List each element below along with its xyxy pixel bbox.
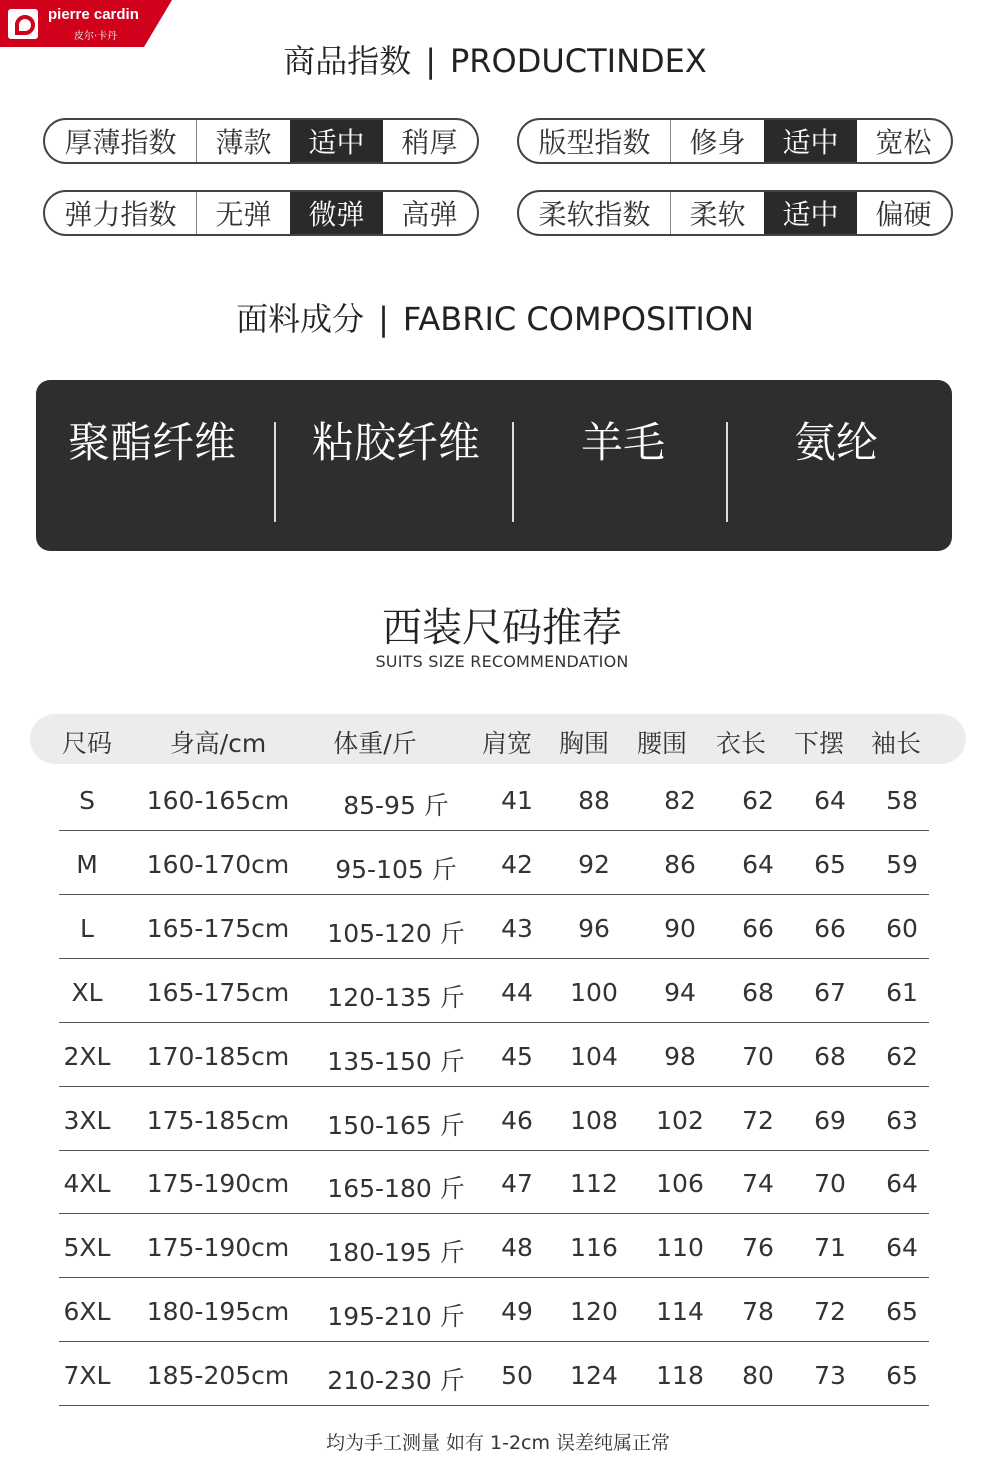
table-cell: 42 [501,849,533,879]
table-cell: 2XL [63,1041,111,1071]
index-option: 薄款 [215,126,272,159]
table-cell: 160-170cm [146,849,290,879]
table-row-divider [59,1341,929,1342]
table-cell: L [80,913,94,943]
table-row-divider [59,1022,929,1023]
header-height: 身高/cm [169,729,267,758]
table-cell: 68 [814,1041,846,1071]
table-cell: 70 [742,1041,774,1071]
table-cell: 66 [814,913,846,943]
header-size: 尺码 [61,729,113,758]
table-cell: 116 [570,1233,618,1263]
table-cell: 180-195cm [146,1297,290,1327]
table-cell: XL [71,977,103,1007]
table-cell: 165-180 斤 [327,1174,465,1204]
size-table-title: 西装尺码推荐 [382,605,622,651]
table-cell: 98 [664,1041,696,1071]
table-cell: S [79,786,95,815]
table-cell: 210-230 斤 [327,1366,465,1396]
table-cell: 175-190cm [146,1169,290,1199]
table-cell: 114 [656,1297,704,1327]
table-cell: M [76,849,98,879]
table-row-divider [59,1150,929,1151]
index-option: 稍厚 [401,126,458,159]
table-cell: 44 [501,977,533,1007]
table-cell: 120-135 斤 [327,982,465,1012]
table-cell: 102 [656,1105,704,1135]
header-chest: 胸围 [558,729,610,758]
fabric-heading-cn: 面料成分 [236,300,365,338]
table-cell: 175-190cm [146,1233,290,1263]
fabric-item: 羊毛 [581,418,666,467]
table-cell: 65 [886,1361,918,1391]
table-cell: 45 [501,1041,533,1071]
fabric-composition-box [36,380,952,551]
measurement-note: 均为手工测量 如有 1-2cm 误差纯属正常 [325,1432,671,1454]
product-index-heading-cn: 商品指数 [283,42,412,80]
brand-name: pierre cardin [48,6,139,23]
table-cell: 76 [742,1233,774,1263]
table-cell: 88 [578,786,610,815]
table-cell: 3XL [63,1105,111,1135]
table-cell: 46 [501,1105,533,1135]
fit-index-pill [517,118,953,164]
table-cell: 175-185cm [146,1105,290,1135]
table-cell: 170-185cm [146,1041,290,1071]
table-cell: 112 [570,1169,618,1199]
table-cell: 74 [742,1169,774,1199]
heading-separator: | [378,300,389,338]
fabric-divider [274,422,276,522]
table-cell: 118 [656,1361,704,1391]
index-option-selected: 微弹 [290,192,383,234]
index-option-selected: 适中 [764,120,857,162]
index-label: 弹力指数 [45,192,197,234]
table-cell: 180-195 斤 [327,1238,465,1268]
header-sleeve: 袖长 [870,729,922,758]
table-cell: 62 [742,786,774,815]
header-waist: 腰围 [636,729,688,758]
table-cell: 63 [886,1105,918,1135]
table-cell: 65 [886,1297,918,1327]
index-option: 高弹 [401,198,458,231]
table-cell: 67 [814,977,846,1007]
table-cell: 94 [664,977,696,1007]
fabric-heading [0,294,990,340]
fabric-item: 聚酯纤维 [68,418,237,467]
index-option: 修身 [689,126,746,159]
index-option-selected: 适中 [764,192,857,234]
table-cell: 62 [886,1041,918,1071]
table-cell: 82 [664,786,696,815]
table-cell: 5XL [63,1233,111,1263]
table-cell: 85-95 斤 [343,791,449,820]
table-cell: 61 [886,977,918,1007]
table-cell: 68 [742,977,774,1007]
fabric-item: 氨纶 [794,418,879,467]
table-cell: 69 [814,1105,846,1135]
table-cell: 105-120 斤 [327,918,465,948]
table-row-divider [59,894,929,895]
table-cell: 73 [814,1361,846,1391]
index-option-selected: 适中 [290,120,383,162]
table-cell: 110 [656,1233,704,1263]
table-cell: 7XL [63,1361,111,1391]
table-cell: 50 [501,1361,533,1391]
table-cell: 104 [570,1041,618,1071]
table-cell: 195-210 斤 [327,1302,465,1332]
table-cell: 135-150 斤 [327,1046,465,1076]
table-cell: 160-165cm [146,786,290,815]
table-cell: 70 [814,1169,846,1199]
table-cell: 185-205cm [146,1361,290,1391]
fabric-divider [726,422,728,522]
table-cell: 66 [742,913,774,943]
header-shoulder: 肩宽 [481,729,533,758]
table-row-divider [59,1277,929,1278]
table-cell: 71 [814,1233,846,1263]
table-cell: 165-175cm [146,977,290,1007]
table-cell: 47 [501,1169,533,1199]
table-cell: 86 [664,849,696,879]
table-cell: 64 [886,1169,918,1199]
table-cell: 106 [656,1169,704,1199]
table-cell: 72 [742,1105,774,1135]
table-cell: 4XL [63,1169,111,1199]
table-cell: 92 [578,849,610,879]
index-option: 偏硬 [875,198,932,231]
thickness-index-pill [43,118,479,164]
table-cell: 120 [570,1297,618,1327]
stretch-index-pill [43,190,479,236]
table-cell: 124 [570,1361,618,1391]
table-row-divider [59,958,929,959]
table-cell: 90 [664,913,696,943]
brand-sub: 皮尔·卡丹 [74,31,118,42]
table-cell: 95-105 斤 [335,854,457,884]
size-table-subtitle: SUITS SIZE RECOMMENDATION [375,652,629,671]
heading-separator: | [425,42,436,80]
index-option: 柔软 [689,198,746,231]
fabric-divider [512,422,514,522]
table-cell: 64 [814,786,846,815]
table-cell: 72 [814,1297,846,1327]
table-cell: 49 [501,1297,533,1327]
table-cell: 41 [501,786,533,815]
table-cell: 150-165 斤 [327,1110,465,1140]
table-cell: 64 [742,849,774,879]
table-cell: 78 [742,1297,774,1327]
index-option: 无弹 [215,198,272,231]
table-cell: 60 [886,913,918,943]
header-weight: 体重/斤 [333,729,417,758]
table-cell: 43 [501,913,533,943]
fabric-item: 粘胶纤维 [312,418,481,467]
index-label: 厚薄指数 [45,120,197,162]
table-cell: 100 [570,977,618,1007]
index-option: 宽松 [875,126,932,159]
header-hem: 下摆 [793,729,845,758]
header-length: 衣长 [715,729,767,758]
table-cell: 165-175cm [146,913,290,943]
index-label: 版型指数 [519,120,671,162]
index-label: 柔软指数 [519,192,671,234]
table-cell: 80 [742,1361,774,1391]
table-cell: 64 [886,1233,918,1263]
table-row-divider [59,1213,929,1214]
fabric-heading-en: FABRIC COMPOSITION [402,300,754,338]
table-cell: 65 [814,849,846,879]
product-index-heading-en: PRODUCTINDEX [449,42,707,80]
table-row-divider [59,830,929,831]
table-cell: 59 [886,849,918,879]
logo-p-icon [8,9,38,39]
table-cell: 96 [578,913,610,943]
table-row-divider [59,1405,929,1406]
table-row-divider [59,1086,929,1087]
softness-index-pill [517,190,953,236]
table-cell: 48 [501,1233,533,1263]
table-cell: 6XL [63,1297,111,1327]
table-cell: 58 [886,786,918,815]
table-cell: 108 [570,1105,618,1135]
product-index-heading [0,36,990,82]
